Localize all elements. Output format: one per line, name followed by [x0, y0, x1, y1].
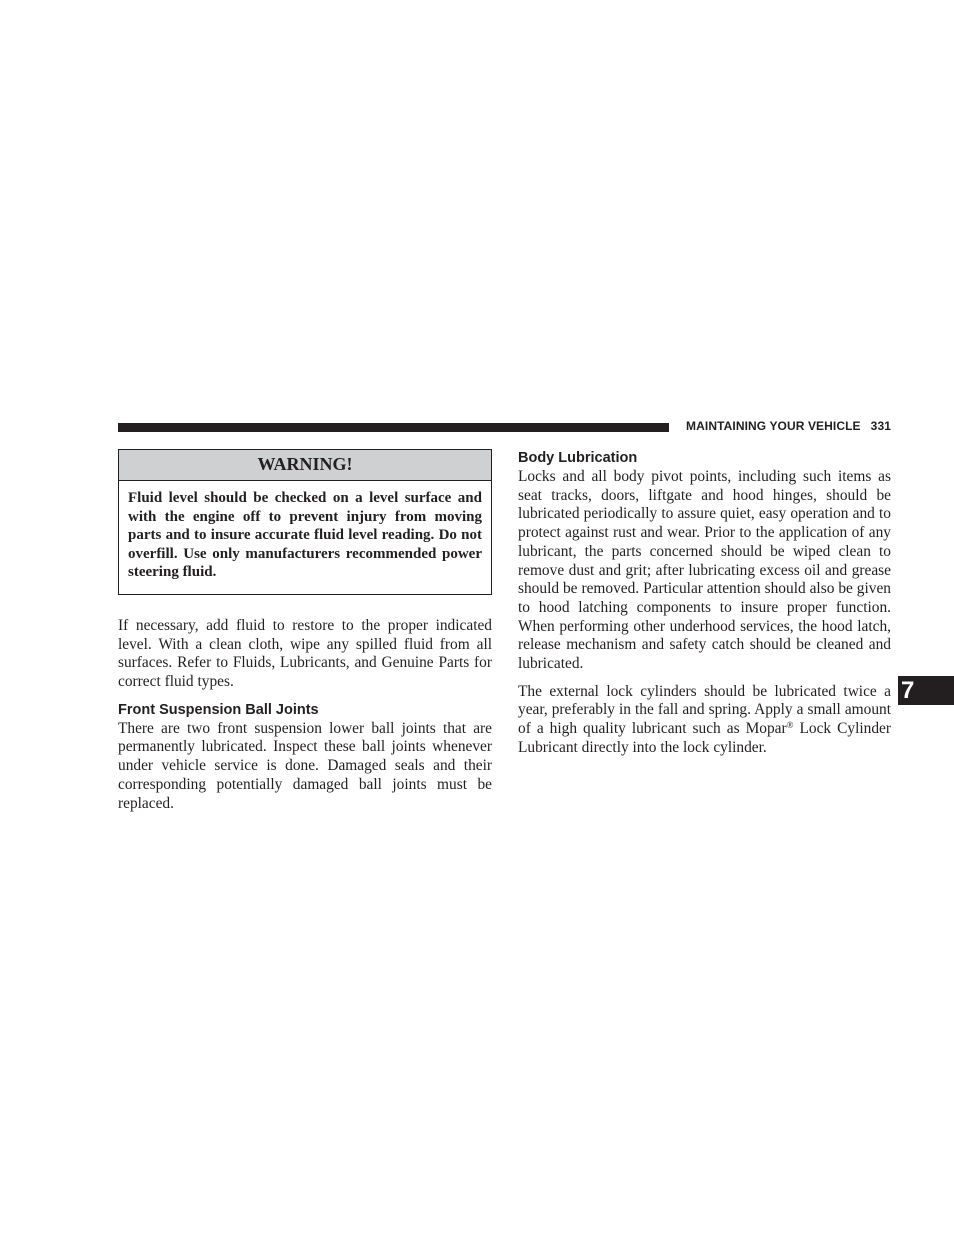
ball-joints-heading: Front Suspension Ball Joints: [118, 701, 319, 718]
lock-cylinder-text-2: Lock Cylinder Lubricant directly into the lock cylinder.: [518, 720, 891, 756]
running-header: [678, 419, 891, 433]
warning-box: [118, 449, 492, 595]
warning-text: Fluid level should be checked on a level surface and with the engine off to prevent injury from moving parts and to insure accurate fluid level reading. Do not overfill. Use only manufacturers recommended power steering fluid.: [128, 490, 482, 581]
warning-title: WARNING!: [119, 450, 491, 481]
fluid-paragraph: If necessary, add fluid to restore to the proper indicated level. With a clean cloth, wipe any spilled fluid from all surfaces. Refer to Fluids, Lubricants, and Genuine Parts for correct fluid types.: [118, 616, 492, 691]
header-rule: [118, 423, 669, 432]
lock-cylinder-paragraph: [518, 683, 891, 758]
ball-joints-paragraph: There are two front suspension lower ball joints that are permanently lubricated. Inspect these ball joints whenever under vehicle service is done. Damaged seals and their corresponding potentially damaged ball joints must be replaced.: [118, 719, 492, 812]
body-lubrication-heading: Body Lubrication: [518, 450, 638, 466]
right-column: [518, 449, 891, 758]
chapter-tab: 7: [898, 676, 954, 705]
lock-cylinder-text-1: The external lock cylinders should be lubricated twice a year, preferably in the fall and spring. Apply a small amount of a high quality lubricant such as Mopar: [518, 682, 891, 738]
body-lubrication-paragraph: Locks and all body pivot points, including such items as seat tracks, doors, liftgate and hood hinges, should be lubricated periodically to assure quiet, easy operation and to protect against rust and wear. Prior to the application of any lubricant, the parts concerned should be wiped clean to remove dust and grit; after lubricating excess oil and grease should be removed. Particular attention should also be given to hood latching components to insure proper function. When performing other underhood services, the hood latch, release mechanism and safety catch should be cleaned and lubricated.: [518, 468, 891, 673]
section-title: MAINTAINING YOUR VEHICLE: [686, 419, 861, 433]
registered-mark: ®: [786, 720, 794, 731]
left-column: [118, 449, 492, 813]
page-number: 331: [870, 419, 891, 433]
